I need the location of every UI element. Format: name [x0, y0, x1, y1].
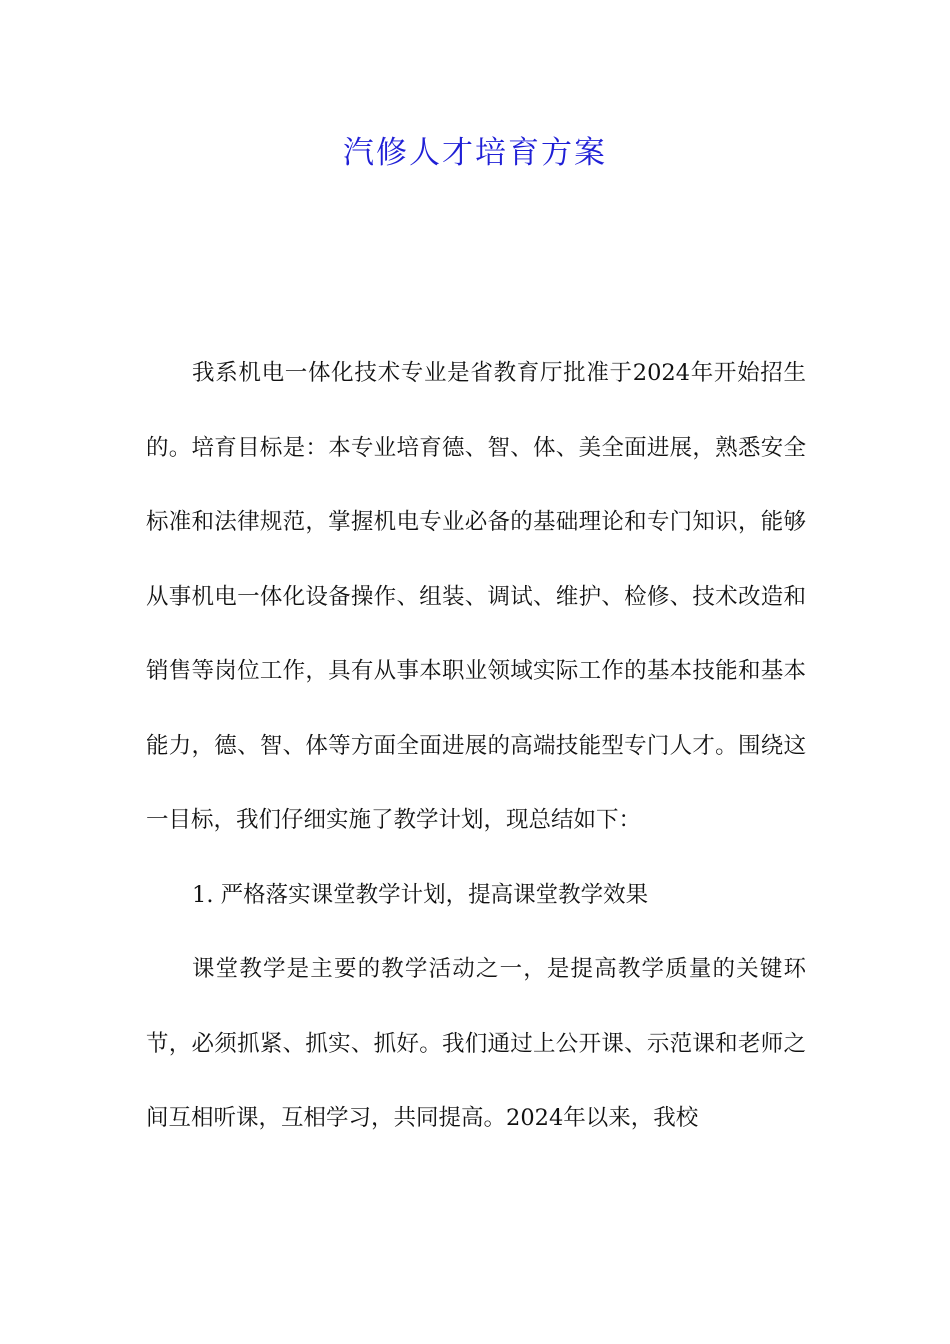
paragraph-classroom-teaching: 课堂教学是主要的教学活动之一，是提高教学质量的关键环节，必须抓紧、抓实、抓好。我们通过上公开课、示范课和老师之间互相听课，互相学习，共同提高。2024年以来，我校: [146, 956, 806, 1131]
document-body: [146, 336, 806, 1156]
section-heading-1: 1. 严格落实课堂教学计划，提高课堂教学效果: [192, 881, 649, 908]
paragraph-intro: 我系机电一体化技术专业是省教育厅批准于2024年开始招生的。培育目标是：本专业培育德、智、体、美全面进展，熟悉安全标准和法律规范，掌握机电专业必备的基础理论和专门知识，能够从事机电一体化设备操作、组装、调试、维护、检修、技术改造和销售等岗位工作，具有从事本职业领域实际工作的基本技能和基本能力，德、智、体等方面全面进展的高端技能型专门人才。围绕这一目标，我们仔细实施了教学计划，现总结如下：: [146, 360, 806, 833]
document-title: 汽修人才培育方案: [343, 135, 607, 171]
